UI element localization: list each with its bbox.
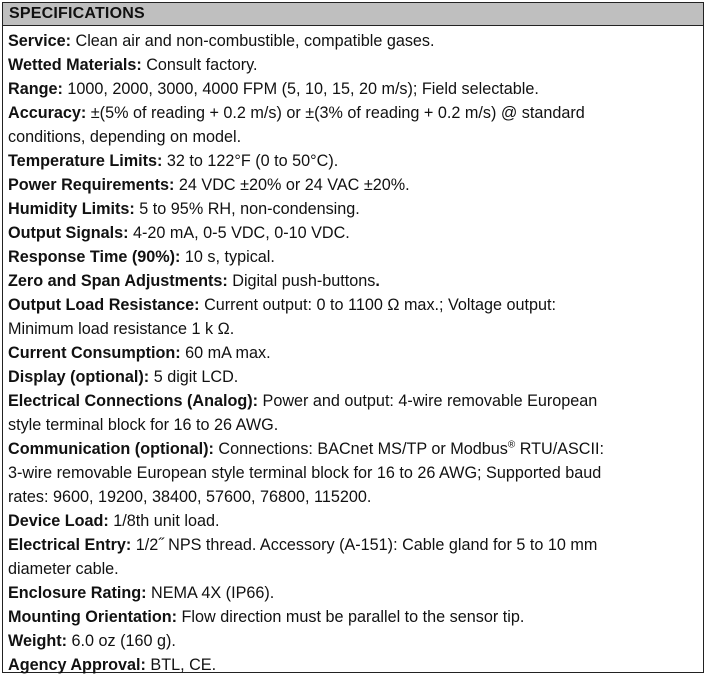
spec-label: Weight: [8,632,68,650]
spec-label: Enclosure Rating: [8,584,147,602]
spec-label: Power Requirements: [8,176,175,194]
spec-electrical-connections [8,389,699,413]
spec-power-requirements [8,173,699,197]
spec-mounting-orientation [8,605,699,629]
spec-value: 1000, 2000, 3000, 4000 FPM (5, 10, 15, 20 m/s); Field selectable. [62,80,539,98]
spec-value: Flow direction must be parallel to the sensor tip. [177,608,525,626]
specifications-table [2,2,704,673]
spec-period: . [375,272,380,290]
spec-value: ±(5% of reading + 0.2 m/s) or ±(3% of reading + 0.2 m/s) @ standard [86,104,585,122]
spec-label: Communication (optional): [8,440,214,458]
spec-label: Electrical Connections (Analog): [8,392,259,410]
spec-label: Current Consumption: [8,344,181,362]
spec-value: Clean air and non-combustible, compatible gases. [71,32,435,50]
spec-value: diameter cable. [8,560,119,578]
spec-label: Range: [8,80,63,98]
spec-value: Consult factory. [141,56,258,74]
spec-label: Device Load: [8,512,109,530]
spec-value: 32 to 122°F (0 to 50°C). [162,152,339,170]
spec-value: 4-20 mA, 0-5 VDC, 0-10 VDC. [128,224,350,242]
spec-wetted-materials [8,53,699,77]
spec-electrical-connections-cont [8,413,699,437]
spec-label: Accuracy: [8,104,87,122]
spec-value: conditions, depending on model. [8,128,242,146]
spec-enclosure-rating [8,581,699,605]
spec-label: Electrical Entry: [8,536,132,554]
spec-electrical-entry [8,533,699,557]
spec-communication-cont [8,485,699,509]
spec-value: 60 mA max. [180,344,271,362]
spec-zero-span [8,269,699,293]
spec-communication [8,437,699,461]
spec-value: 1/8th unit load. [108,512,220,530]
spec-accuracy [8,101,699,125]
spec-agency-approval [8,653,699,677]
spec-value: 1/2˝ NPS thread. Accessory (A-151): Cable gland for 5 to 10 mm [131,536,598,554]
spec-value: Power and output: 4-wire removable European [258,392,598,410]
spec-service [8,29,699,53]
registered-mark: ® [507,439,516,451]
spec-label: Agency Approval: [8,656,146,674]
spec-range [8,77,699,101]
spec-communication-cont [8,461,699,485]
spec-value: rates: 9600, 19200, 38400, 57600, 76800, 115200. [8,488,372,506]
spec-value: 5 digit LCD. [149,368,239,386]
spec-label: Mounting Orientation: [8,608,178,626]
spec-value: 10 s, typical. [180,248,275,266]
spec-label: Display (optional): [8,368,150,386]
spec-weight [8,629,699,653]
spec-label: Wetted Materials: [8,56,142,74]
spec-value: style terminal block for 16 to 26 AWG. [8,416,279,434]
spec-label: Temperature Limits: [8,152,163,170]
spec-label: Response Time (90%): [8,248,181,266]
spec-current-consumption [8,341,699,365]
spec-value: Digital push-buttons [227,272,376,290]
spec-accuracy-cont [8,125,699,149]
spec-value: RTU/ASCII: [515,440,604,458]
spec-label: Output Load Resistance: [8,296,200,314]
spec-value: Connections: BACnet MS/TP or Modbus [213,440,508,458]
specifications-body [3,26,703,677]
spec-value: Current output: 0 to 1100 Ω max.; Voltage output: [199,296,557,314]
spec-value: 24 VDC ±20% or 24 VAC ±20%. [174,176,410,194]
spec-response-time [8,245,699,269]
spec-value: NEMA 4X (IP66). [146,584,275,602]
spec-humidity-limits [8,197,699,221]
spec-value: Minimum load resistance 1 k Ω. [8,320,235,338]
spec-output-signals [8,221,699,245]
spec-value: 6.0 oz (160 g). [67,632,176,650]
spec-value: BTL, CE. [145,656,217,674]
spec-label: Service: [8,32,71,50]
spec-label: Humidity Limits: [8,200,135,218]
spec-device-load [8,509,699,533]
spec-output-load-resistance-cont [8,317,699,341]
spec-output-load-resistance [8,293,699,317]
spec-label: Output Signals: [8,224,129,242]
spec-label: Zero and Span Adjustments: [8,272,228,290]
spec-electrical-entry-cont [8,557,699,581]
spec-value: 5 to 95% RH, non-condensing. [134,200,360,218]
spec-display [8,365,699,389]
specifications-header: SPECIFICATIONS [3,3,703,26]
spec-temperature-limits [8,149,699,173]
spec-value: 3-wire removable European style terminal block for 16 to 26 AWG; Supported baud [8,464,602,482]
